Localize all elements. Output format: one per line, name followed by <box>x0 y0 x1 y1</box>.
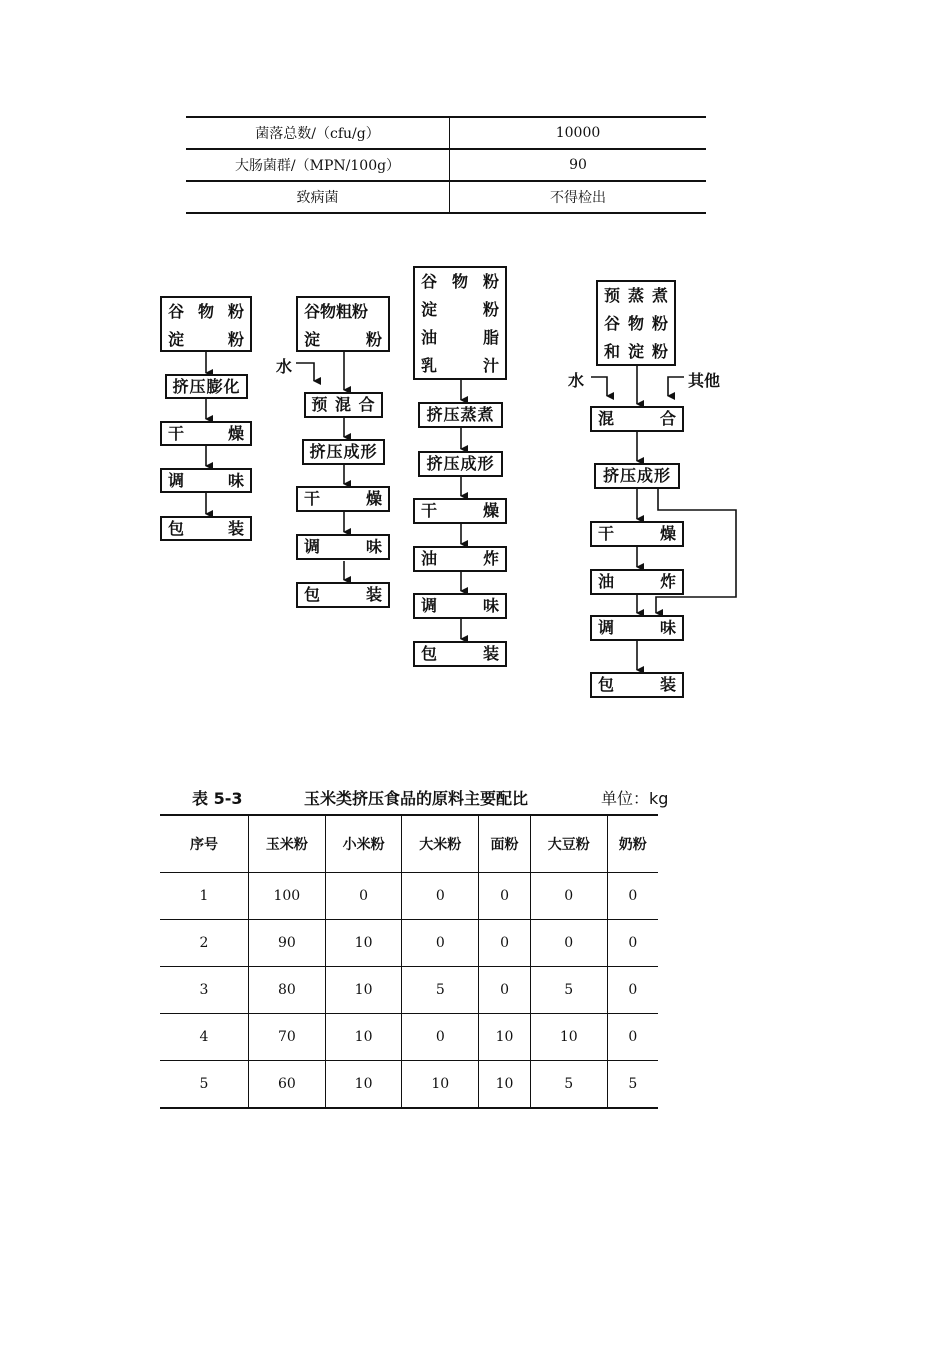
table-cell: 0 <box>479 873 531 920</box>
table-cell: 0 <box>607 920 658 967</box>
flow1-input-char: 物 <box>197 302 214 321</box>
table-cell: 10 <box>325 967 402 1014</box>
step-char: 包 <box>598 675 615 694</box>
flow4-step-drying <box>590 521 684 547</box>
step-char: 装 <box>227 518 244 538</box>
table-cell: 10 <box>479 1014 531 1061</box>
step-char: 包 <box>421 644 438 663</box>
flow2-input-text: 谷物粗粉 <box>304 302 369 321</box>
flow4-step-extrusion-forming: 挤压成形 <box>594 463 680 489</box>
step-char: 包 <box>168 518 185 538</box>
table-cell: 0 <box>479 920 531 967</box>
table-cell: 0 <box>402 920 479 967</box>
table-cell: 10 <box>325 1014 402 1061</box>
step-char: 包 <box>304 585 321 604</box>
flow3-step-seasoning <box>413 593 507 619</box>
flow4-input-char: 煮 <box>651 286 668 305</box>
flow4-input-char: 谷 <box>604 314 621 333</box>
step-char: 调 <box>304 537 321 556</box>
table-cell: 5 <box>530 1061 607 1109</box>
step-char: 味 <box>227 470 244 490</box>
table-cell: 致病菌 <box>186 181 450 213</box>
column-header: 大豆粉 <box>530 815 607 873</box>
table-cell: 10 <box>325 1061 402 1109</box>
step-char: 燥 <box>227 423 244 443</box>
flow2-input-box <box>296 296 390 352</box>
table-title: 玉米类挤压食品的原料主要配比 <box>304 789 529 808</box>
table-cell: 90 <box>249 920 326 967</box>
flow1-step-packaging <box>160 516 252 541</box>
flow1-step-drying <box>160 421 252 446</box>
flow1-step-seasoning <box>160 468 252 493</box>
flow3-input-char: 油 <box>421 328 438 347</box>
step-char: 干 <box>168 423 185 443</box>
flow3-input-char: 物 <box>451 272 468 291</box>
step-char: 燥 <box>659 524 676 543</box>
step-char: 味 <box>365 537 382 556</box>
flow2-water-label: 水 <box>276 357 293 376</box>
column-header: 玉米粉 <box>249 815 326 873</box>
table-cell: 3 <box>160 967 249 1014</box>
table-row <box>160 1061 658 1109</box>
table-cell: 5 <box>530 967 607 1014</box>
flow3-input-char: 谷 <box>421 272 438 291</box>
table-cell: 90 <box>450 149 707 181</box>
table-cell: 0 <box>402 1014 479 1061</box>
flow4-input-char: 预 <box>604 286 621 305</box>
flow1-input-char: 谷 <box>168 302 185 321</box>
flow3-input-char: 脂 <box>482 328 499 347</box>
column-header: 奶粉 <box>607 815 658 873</box>
table-cell: 10 <box>402 1061 479 1109</box>
table-cell: 5 <box>402 967 479 1014</box>
flow4-step-frying <box>590 569 684 595</box>
flow4-input-char: 粉 <box>651 314 668 333</box>
flow4-input-char: 蒸 <box>627 286 644 305</box>
flow1-step-extrusion-puffing: 挤压膨化 <box>165 374 248 399</box>
flow4-water-label: 水 <box>568 371 585 390</box>
table-cell: 4 <box>160 1014 249 1061</box>
table-cell: 70 <box>249 1014 326 1061</box>
flow2-step-extrusion-forming: 挤压成形 <box>302 439 385 465</box>
flow3-step-drying <box>413 498 507 524</box>
table-cell: 10 <box>325 920 402 967</box>
step-char: 味 <box>482 596 499 615</box>
flow2-step-premix: 预 混 合 <box>304 392 383 418</box>
table-row <box>160 873 658 920</box>
table-cell: 0 <box>479 967 531 1014</box>
table-cell: 60 <box>249 1061 326 1109</box>
step-char: 炸 <box>659 572 676 591</box>
table-row <box>160 920 658 967</box>
step-char: 调 <box>421 596 438 615</box>
flow3-input-char: 淀 <box>421 300 438 319</box>
flow4-input-char: 淀 <box>627 342 644 361</box>
table-row <box>160 1014 658 1061</box>
step-char: 装 <box>659 675 676 694</box>
step-char: 炸 <box>482 549 499 568</box>
flow3-step-frying <box>413 546 507 572</box>
table-row <box>160 967 658 1014</box>
flow2-input-char: 粉 <box>365 330 382 349</box>
flow3-input-box <box>413 266 507 380</box>
flow2-step-packaging <box>296 582 390 608</box>
table-cell: 5 <box>160 1061 249 1109</box>
flow4-input-char: 粉 <box>651 342 668 361</box>
step-char: 调 <box>598 618 615 637</box>
table-header-row <box>160 815 658 873</box>
flow4-other-label: 其他 <box>688 371 721 390</box>
flow2-step-drying <box>296 486 390 512</box>
flow1-input-char: 粉 <box>227 330 244 349</box>
table-cell: 2 <box>160 920 249 967</box>
table-cell: 大肠菌群/（MPN/100g） <box>186 149 450 181</box>
flow2-input-char: 淀 <box>304 330 321 349</box>
step-char: 燥 <box>365 489 382 508</box>
table-number: 表 5-3 <box>192 789 243 808</box>
column-header: 序号 <box>160 815 249 873</box>
step-char: 合 <box>659 409 676 428</box>
flow3-input-char: 乳 <box>421 356 438 375</box>
table-cell: 5 <box>607 1061 658 1109</box>
step-char: 油 <box>598 572 615 591</box>
column-header: 大米粉 <box>402 815 479 873</box>
step-char: 混 <box>598 409 615 428</box>
flow3-step-extrusion-forming: 挤压成形 <box>418 451 503 477</box>
table-cell: 10 <box>479 1061 531 1109</box>
table-cell: 0 <box>530 873 607 920</box>
table-cell: 0 <box>325 873 402 920</box>
step-char: 干 <box>598 524 615 543</box>
table-cell: 0 <box>607 873 658 920</box>
flow4-input-box <box>596 280 676 366</box>
step-char: 装 <box>482 644 499 663</box>
table-cell: 80 <box>249 967 326 1014</box>
flow3-input-char: 粉 <box>482 272 499 291</box>
corn-extrusion-recipe-table <box>160 814 658 1109</box>
flow2-step-seasoning <box>296 534 390 560</box>
column-header: 小米粉 <box>325 815 402 873</box>
flow4-step-seasoning <box>590 615 684 641</box>
step-char: 燥 <box>482 501 499 520</box>
table-cell: 0 <box>530 920 607 967</box>
table-cell: 0 <box>607 1014 658 1061</box>
step-char: 装 <box>365 585 382 604</box>
table-cell: 10000 <box>450 117 707 149</box>
flow4-input-char: 物 <box>627 314 644 333</box>
table-cell: 1 <box>160 873 249 920</box>
column-header: 面粉 <box>479 815 531 873</box>
flow3-input-char: 粉 <box>482 300 499 319</box>
flow1-input-char: 淀 <box>168 330 185 349</box>
flow3-step-extrusion-cooking: 挤压蒸煮 <box>418 402 503 428</box>
step-char: 调 <box>168 470 185 490</box>
table-cell: 菌落总数/（cfu/g） <box>186 117 450 149</box>
step-char: 干 <box>421 501 438 520</box>
flow1-input-box <box>160 296 252 352</box>
table-cell: 0 <box>402 873 479 920</box>
step-char: 干 <box>304 489 321 508</box>
flow4-step-packaging <box>590 672 684 698</box>
flow4-input-char: 和 <box>604 342 621 361</box>
flow4-step-mixing <box>590 406 684 432</box>
flow1-input-char: 粉 <box>227 302 244 321</box>
table-cell: 100 <box>249 873 326 920</box>
table-cell: 10 <box>530 1014 607 1061</box>
table-unit: 单位：kg <box>601 789 669 808</box>
flow3-step-packaging <box>413 641 507 667</box>
flow3-input-char: 汁 <box>482 356 499 375</box>
table-cell: 0 <box>607 967 658 1014</box>
step-char: 味 <box>659 618 676 637</box>
table-cell: 不得检出 <box>450 181 707 213</box>
step-char: 油 <box>421 549 438 568</box>
